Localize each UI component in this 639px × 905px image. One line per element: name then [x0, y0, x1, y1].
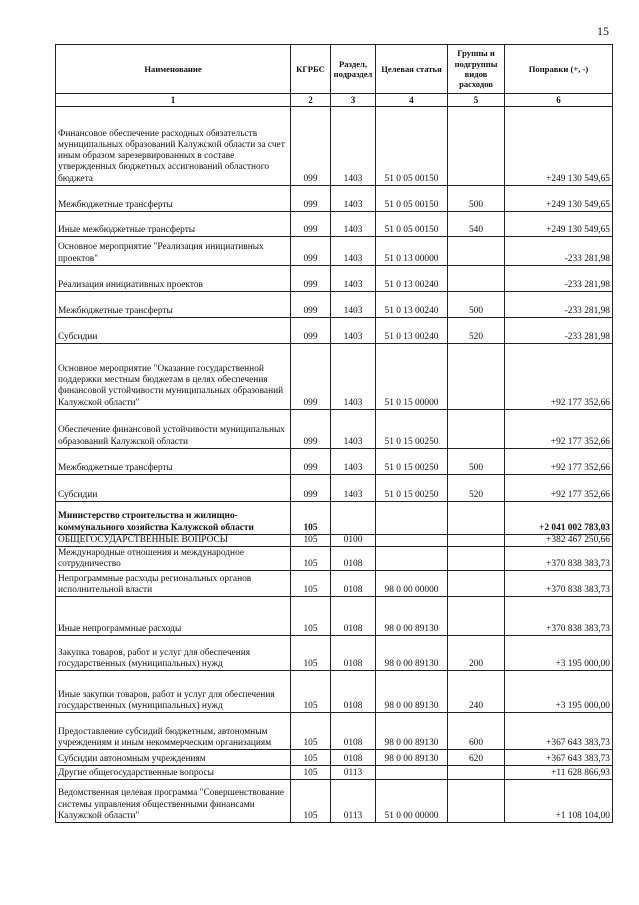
cell-group	[448, 535, 505, 547]
cell-group	[448, 547, 505, 571]
cell-name: Основное мероприятие "Реализация инициативных проектов"	[56, 237, 291, 266]
cell-article: 98 0 00 89130	[376, 597, 448, 636]
header-section: Раздел, подраздел	[331, 45, 376, 94]
table-row	[56, 597, 613, 636]
table-row	[56, 547, 613, 571]
cell-group	[448, 766, 505, 780]
table-row	[56, 107, 613, 186]
cell-name: Субсидии автономным учреждениям	[56, 750, 291, 766]
cell-group: 500	[448, 186, 505, 212]
table-row	[56, 636, 613, 671]
cell-name: Иные межбюджетные трансферты	[56, 212, 291, 237]
page-number: 15	[597, 24, 609, 38]
cell-section: 1403	[331, 344, 376, 410]
cell-kgrbs: 099	[291, 237, 331, 266]
column-number: 4	[376, 94, 448, 107]
cell-kgrbs: 099	[291, 318, 331, 344]
cell-kgrbs: 099	[291, 410, 331, 449]
cell-amount: +11 628 866,93	[505, 766, 613, 780]
cell-article: 51 0 15 00250	[376, 410, 448, 449]
table-body	[56, 107, 613, 823]
column-number: 3	[331, 94, 376, 107]
cell-article: 98 0 00 89130	[376, 713, 448, 750]
cell-name: ОБЩЕГОСУДАРСТВЕННЫЕ ВОПРОСЫ	[56, 535, 291, 547]
cell-group: 200	[448, 636, 505, 671]
cell-name: Закупка товаров, работ и услуг для обеспечения государственных (муниципальных) нужд	[56, 636, 291, 671]
cell-amount: +2 041 002 783,03	[505, 502, 613, 535]
cell-kgrbs: 105	[291, 750, 331, 766]
cell-kgrbs: 105	[291, 671, 331, 713]
cell-name: Субсидии	[56, 475, 291, 502]
cell-kgrbs: 099	[291, 292, 331, 318]
cell-kgrbs: 105	[291, 713, 331, 750]
cell-kgrbs: 099	[291, 344, 331, 410]
cell-group: 500	[448, 449, 505, 475]
cell-name: Финансовое обеспечение расходных обязательств муниципальных образований Калужской области за счет иным образом зарезервированных в составе утвержденных бюджетных ассигнований областного бюджета	[56, 107, 291, 186]
cell-section: 0108	[331, 547, 376, 571]
header-name: Наименование	[56, 45, 291, 94]
table-row	[56, 766, 613, 780]
cell-article: 98 0 00 00000	[376, 571, 448, 597]
cell-section: 1403	[331, 212, 376, 237]
cell-group	[448, 344, 505, 410]
cell-kgrbs: 105	[291, 547, 331, 571]
cell-article	[376, 547, 448, 571]
cell-article: 51 0 13 00240	[376, 318, 448, 344]
cell-group	[448, 502, 505, 535]
cell-article: 51 0 05 00150	[376, 212, 448, 237]
cell-section: 0108	[331, 750, 376, 766]
cell-group: 520	[448, 475, 505, 502]
cell-article: 51 0 13 00240	[376, 266, 448, 292]
header-article: Целевая статья	[376, 45, 448, 94]
table-row	[56, 713, 613, 750]
cell-amount: +249 130 549,65	[505, 212, 613, 237]
cell-section: 1403	[331, 237, 376, 266]
cell-kgrbs: 105	[291, 571, 331, 597]
column-number: 6	[505, 94, 613, 107]
cell-group	[448, 597, 505, 636]
column-number: 2	[291, 94, 331, 107]
cell-section: 1403	[331, 318, 376, 344]
cell-amount: -233 281,98	[505, 237, 613, 266]
table-row	[56, 571, 613, 597]
cell-article	[376, 535, 448, 547]
cell-kgrbs: 105	[291, 636, 331, 671]
cell-section: 0108	[331, 671, 376, 713]
cell-amount: +92 177 352,66	[505, 475, 613, 502]
cell-name: Другие общегосударственные вопросы	[56, 766, 291, 780]
cell-group	[448, 237, 505, 266]
cell-section: 0108	[331, 713, 376, 750]
cell-section: 0108	[331, 636, 376, 671]
cell-article: 51 0 15 00250	[376, 449, 448, 475]
cell-article: 98 0 00 89130	[376, 750, 448, 766]
table-row	[56, 266, 613, 292]
cell-group: 620	[448, 750, 505, 766]
cell-article: 98 0 00 89130	[376, 636, 448, 671]
cell-amount: +370 838 383,73	[505, 571, 613, 597]
table-row	[56, 292, 613, 318]
cell-amount: -233 281,98	[505, 292, 613, 318]
cell-amount: +92 177 352,66	[505, 344, 613, 410]
cell-amount: +367 643 383,73	[505, 713, 613, 750]
cell-kgrbs: 105	[291, 597, 331, 636]
table-row	[56, 449, 613, 475]
cell-article: 51 0 15 00250	[376, 475, 448, 502]
column-number-row	[56, 94, 613, 107]
cell-amount: +1 108 104,00	[505, 780, 613, 823]
table-row	[56, 410, 613, 449]
cell-group: 500	[448, 292, 505, 318]
cell-amount: +3 195 000,00	[505, 671, 613, 713]
cell-amount: +92 177 352,66	[505, 410, 613, 449]
cell-section: 0113	[331, 766, 376, 780]
cell-section: 1403	[331, 266, 376, 292]
cell-section	[331, 502, 376, 535]
cell-group: 520	[448, 318, 505, 344]
cell-kgrbs: 099	[291, 186, 331, 212]
cell-name: Министерство строительства и жилищно-коммунального хозяйства Калужской области	[56, 502, 291, 535]
table-row	[56, 671, 613, 713]
cell-name: Иные закупки товаров, работ и услуг для обеспечения государственных (муниципальных) нужд	[56, 671, 291, 713]
budget-amendments-table	[55, 44, 613, 823]
column-number: 1	[56, 94, 291, 107]
cell-name: Субсидии	[56, 318, 291, 344]
cell-section: 0108	[331, 597, 376, 636]
cell-name: Ведомственная целевая программа "Совершенствование системы управления общественными финансами Калужской области"	[56, 780, 291, 823]
table-row	[56, 344, 613, 410]
cell-article: 51 0 05 00150	[376, 107, 448, 186]
cell-section: 1403	[331, 475, 376, 502]
header-group: Группы и подгруппы видов расходов	[448, 45, 505, 94]
header-row	[56, 45, 613, 94]
cell-kgrbs: 099	[291, 266, 331, 292]
cell-group	[448, 107, 505, 186]
cell-kgrbs: 099	[291, 107, 331, 186]
header-kgrbs: КГРБС	[291, 45, 331, 94]
cell-section: 0108	[331, 571, 376, 597]
cell-article: 98 0 00 89130	[376, 671, 448, 713]
cell-amount: +92 177 352,66	[505, 449, 613, 475]
cell-amount: -233 281,98	[505, 266, 613, 292]
cell-section: 1403	[331, 186, 376, 212]
cell-name: Иные непрограммные расходы	[56, 597, 291, 636]
cell-amount: +370 838 383,73	[505, 597, 613, 636]
cell-section: 1403	[331, 449, 376, 475]
table-row	[56, 237, 613, 266]
cell-group	[448, 780, 505, 823]
cell-article: 51 0 05 00150	[376, 186, 448, 212]
cell-name: Непрограммные расходы региональных органов исполнительной власти	[56, 571, 291, 597]
cell-amount: +370 838 383,73	[505, 547, 613, 571]
cell-group: 540	[448, 212, 505, 237]
cell-section: 1403	[331, 107, 376, 186]
header-amount: Поправки (+, -)	[505, 45, 613, 94]
cell-name: Предоставление субсидий бюджетным, автономным учреждениям и иным некоммерческим организациям	[56, 713, 291, 750]
cell-section: 1403	[331, 410, 376, 449]
cell-kgrbs: 105	[291, 780, 331, 823]
cell-group	[448, 266, 505, 292]
table-row	[56, 475, 613, 502]
cell-name: Межбюджетные трансферты	[56, 449, 291, 475]
cell-kgrbs: 105	[291, 766, 331, 780]
table-row	[56, 502, 613, 535]
cell-article: 51 0 13 00240	[376, 292, 448, 318]
table-row	[56, 780, 613, 823]
cell-kgrbs: 105	[291, 502, 331, 535]
column-number: 5	[448, 94, 505, 107]
table-row	[56, 318, 613, 344]
cell-name: Реализация инициативных проектов	[56, 266, 291, 292]
cell-section: 0100	[331, 535, 376, 547]
cell-section: 1403	[331, 292, 376, 318]
cell-name: Основное мероприятие "Оказание государственной поддержки местным бюджетам в целях обеспечения финансовой устойчивости муниципальных образований Калужской области"	[56, 344, 291, 410]
cell-amount: +249 130 549,65	[505, 107, 613, 186]
cell-kgrbs: 105	[291, 535, 331, 547]
cell-kgrbs: 099	[291, 212, 331, 237]
table-row	[56, 212, 613, 237]
cell-group	[448, 571, 505, 597]
cell-amount: +3 195 000,00	[505, 636, 613, 671]
cell-section: 0113	[331, 780, 376, 823]
cell-name: Межбюджетные трансферты	[56, 292, 291, 318]
cell-amount: +249 130 549,65	[505, 186, 613, 212]
cell-amount: -233 281,98	[505, 318, 613, 344]
table-row	[56, 750, 613, 766]
cell-article: 51 0 13 00000	[376, 237, 448, 266]
table-row	[56, 535, 613, 547]
cell-name: Обеспечение финансовой устойчивости муниципальных образований Калужской области	[56, 410, 291, 449]
cell-name: Международные отношения и международное сотрудничество	[56, 547, 291, 571]
cell-kgrbs: 099	[291, 449, 331, 475]
cell-name: Межбюджетные трансферты	[56, 186, 291, 212]
table-row	[56, 186, 613, 212]
cell-article: 51 0 15 00000	[376, 344, 448, 410]
cell-group	[448, 410, 505, 449]
cell-group: 600	[448, 713, 505, 750]
cell-article: 51 0 00 00000	[376, 780, 448, 823]
cell-amount: +382 467 250,66	[505, 535, 613, 547]
cell-article	[376, 502, 448, 535]
cell-group: 240	[448, 671, 505, 713]
cell-amount: +367 643 383,73	[505, 750, 613, 766]
cell-article	[376, 766, 448, 780]
cell-kgrbs: 099	[291, 475, 331, 502]
